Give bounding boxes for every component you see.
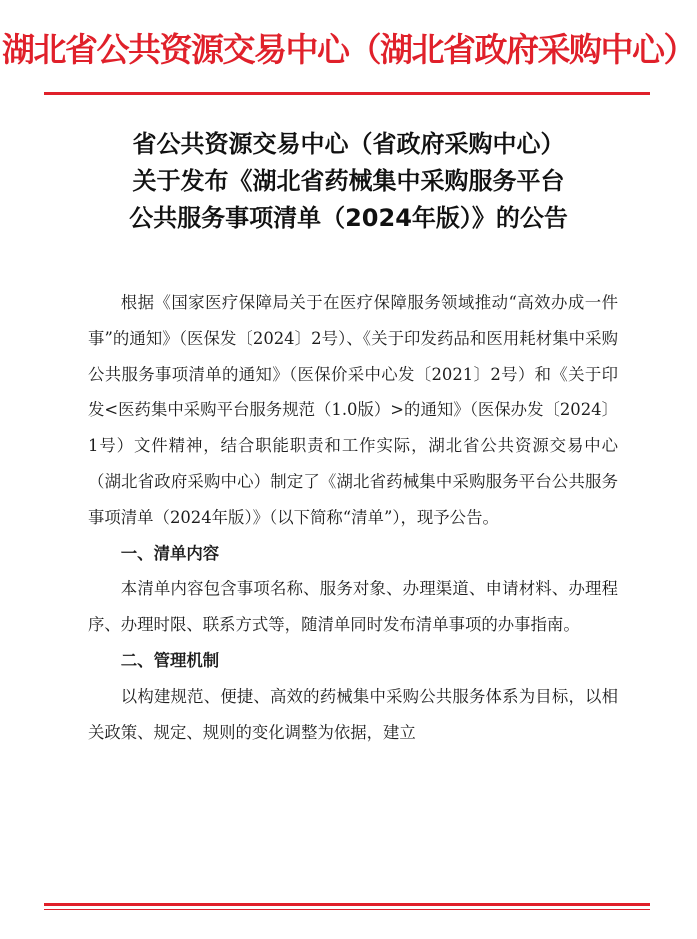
- section-1-paragraph: 本清单内容包含事项名称、服务对象、办理渠道、申请材料、办理程序、办理时限、联系方式等，随清单同时发布清单事项的办事指南。: [88, 579, 618, 635]
- title-line-1: 省公共资源交易中心（省政府采购中心）: [132, 130, 565, 158]
- section-2-paragraph: 以构建规范、便捷、高效的药械集中采购公共服务体系为目标，以相关政策、规定、规则的变化调整为依据，建立: [88, 686, 618, 742]
- section-2-heading: 二、管理机制: [120, 650, 220, 670]
- title-line-3: 公共服务事项清单（2024年版）》的公告: [129, 204, 568, 232]
- footer-divider-thick: [44, 903, 650, 906]
- document-title: [0, 126, 697, 237]
- letterhead-divider: [44, 92, 650, 95]
- section-1-heading: 一、清单内容: [120, 543, 220, 563]
- intro-paragraph: 根据《国家医疗保障局关于在医疗保障服务领域推动“高效办成一件事”的通知》（医保发〔2024〕2号）、《关于印发药品和医用耗材集中采购公共服务事项清单的通知》（医保价采中心发〔2021〕2号）和《关于印发<医药集中采购平台服务规范（1.0版）>的通知》（医保办发〔2024〕1号）文件精神，结合职能职责和工作实际，湖北省公共资源交易中心（湖北省政府采购中心）制定了《湖北省药械集中采购服务平台公共服务事项清单（2024年版）》（以下简称“清单”），现予公告。: [88, 293, 618, 527]
- title-line-2: 关于发布《湖北省药械集中采购服务平台: [132, 167, 565, 195]
- document-body: [88, 285, 618, 750]
- footer-divider-thin: [44, 909, 650, 910]
- letterhead-title: 湖北省公共资源交易中心（湖北省政府采购中心）: [2, 30, 695, 69]
